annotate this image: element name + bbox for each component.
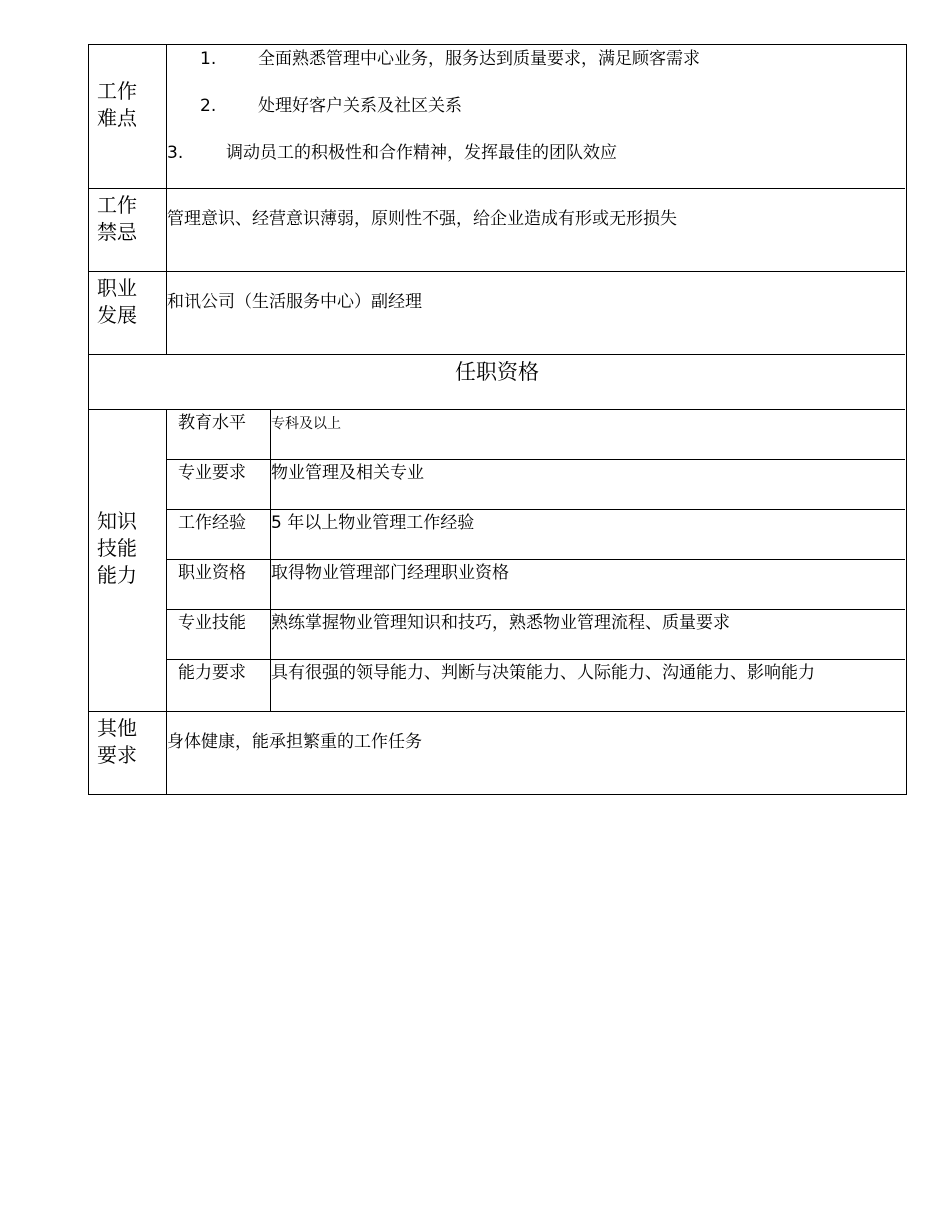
label-other <box>89 712 167 794</box>
career-content <box>167 272 905 354</box>
career-text: 和讯公司（生活服务中心）副经理 <box>167 292 422 312</box>
row-other <box>89 712 905 794</box>
qual-row-education <box>167 410 905 460</box>
job-description-table <box>88 44 907 795</box>
qual-row-skills <box>167 610 905 660</box>
row-career <box>89 272 905 355</box>
row-taboos <box>89 189 905 272</box>
qual-label-abilities: 能力要求 <box>167 660 271 712</box>
taboos-text: 管理意识、经营意识薄弱，原则性不强，给企业造成有形或无形损失 <box>167 209 677 229</box>
label-taboos-text: 工作禁忌 <box>97 193 137 244</box>
label-taboos <box>89 189 167 271</box>
difficulty-item-1-num: 1. <box>200 49 217 69</box>
qual-label-certification: 职业资格 <box>167 560 271 609</box>
row-qualifications <box>89 410 905 712</box>
difficulty-item-2-num: 2. <box>200 96 217 116</box>
row-qualifications-title <box>89 355 905 410</box>
label-career-text: 职业发展 <box>97 276 137 327</box>
label-difficulties <box>89 45 167 188</box>
label-other-text: 其他要求 <box>97 716 137 767</box>
taboos-content <box>167 189 905 271</box>
qual-label-skills: 专业技能 <box>167 610 271 659</box>
difficulty-item-2 <box>200 95 462 117</box>
difficulty-item-3-text: 调动员工的积极性和合作精神，发挥最佳的团队效应 <box>226 143 617 163</box>
difficulty-item-2-text: 处理好客户关系及社区关系 <box>258 96 462 116</box>
label-qualifications-text: 知识技能能力 <box>97 509 137 587</box>
qualifications-title: 任职资格 <box>455 360 539 384</box>
qual-value-abilities: 具有很强的领导能力、判断与决策能力、人际能力、沟通能力、影响能力 <box>271 663 815 683</box>
label-career <box>89 272 167 354</box>
qual-label-experience: 工作经验 <box>167 510 271 559</box>
qual-value-skills: 熟练掌握物业管理知识和技巧，熟悉物业管理流程、质量要求 <box>271 613 730 633</box>
other-content <box>167 712 905 794</box>
qual-row-major <box>167 460 905 510</box>
row-difficulties <box>89 45 905 189</box>
qual-label-major: 专业要求 <box>167 460 271 509</box>
label-difficulties-text: 工作难点 <box>97 79 137 130</box>
qual-label-education: 教育水平 <box>167 410 271 459</box>
difficulty-item-1-text: 全面熟悉管理中心业务，服务达到质量要求，满足顾客需求 <box>258 49 700 69</box>
qual-row-certification <box>167 560 905 610</box>
difficulty-item-3 <box>167 142 617 164</box>
qual-value-experience: 5 年以上物业管理工作经验 <box>271 513 475 533</box>
label-qualifications <box>89 410 167 711</box>
qual-value-certification: 取得物业管理部门经理职业资格 <box>271 563 509 583</box>
other-text: 身体健康，能承担繁重的工作任务 <box>167 732 422 752</box>
difficulty-item-3-num: 3. <box>167 143 184 163</box>
qual-row-experience <box>167 510 905 560</box>
qual-row-abilities <box>167 660 905 712</box>
qual-value-major: 物业管理及相关专业 <box>271 463 424 483</box>
difficulty-item-1 <box>200 48 700 70</box>
qual-value-education: 专科及以上 <box>271 416 341 432</box>
difficulties-content <box>167 45 905 188</box>
